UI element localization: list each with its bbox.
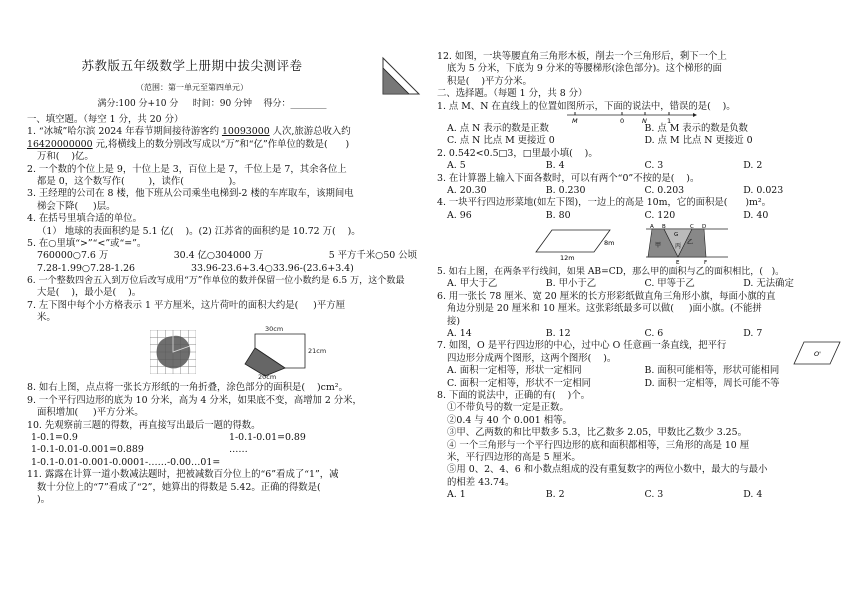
c8-question: 8. 下面的说法中，正确的有( )个。 xyxy=(437,389,591,401)
axis-label-0: 0 xyxy=(620,117,625,125)
q1-line2: 16420000000 元,将横线上的数分别改写成以“万”和“亿”作单位的数是( ) xyxy=(27,138,350,150)
c6-line1: 6. 用一张长 78 厘米、宽 20 厘米的长方形彩纸做直角三角形小旗，每面小旗的直 xyxy=(437,290,776,302)
section-fill-in-heading: 一、填空题。（每空 1 分，共 20 分） xyxy=(27,113,184,125)
svg-text:F: F xyxy=(704,260,708,265)
section-choice-heading: 二、选择题。（每题 1 分，共 8 分） xyxy=(437,88,588,100)
c1-options-row2: C. 点 N 比点 M 更接近 0 D. 点 M 比点 N 更接近 0 xyxy=(447,135,753,147)
c8-statement-4a: ④ 一个三角形与一个平行四边形的底和面积都相等，三角形的高是 10 厘 xyxy=(447,439,750,451)
svg-text:G: G xyxy=(674,232,679,239)
label-8m: 8m xyxy=(604,239,615,248)
q3-line2: 梯会下降( )层。 xyxy=(37,200,116,212)
c7-line1: 7. 如图，O 是平行四边形的中心，过中心 O 任意画一条直线，把平行 xyxy=(437,340,727,352)
c1-options-row1: A. 点 N 表示的数是正数 B. 点 M 表示的数是负数 xyxy=(447,123,748,135)
q7-line2: 米。 xyxy=(37,312,56,324)
label-30cm: 30cm xyxy=(265,325,284,334)
c2-question: 2. 0.542<0.5□3，□里最小填( )。 xyxy=(437,147,598,159)
q3-line1: 3. 王经理的公司在 8 楼，他下班从公司乘坐电梯到-2 楼的车库取车，该期间电 xyxy=(27,188,354,200)
q5-heading: 5. 在○里填“>”“<”或“=”。 xyxy=(27,237,147,249)
lotus-leaf-grid-figure xyxy=(150,330,196,374)
number-line-figure xyxy=(567,110,697,124)
page-title: 苏教版五年级数学上册期中拔尖测评卷 xyxy=(81,58,303,73)
q9-line1: 9. 一个平行四边形的底为 10 分米，高为 4 分米，如果底不变，高增加 2 分米， xyxy=(27,394,362,406)
svg-text:乙: 乙 xyxy=(687,239,694,247)
c6-options: A. 14 B. 12 C. 6 D. 7 xyxy=(447,327,763,339)
parallelogram-center-figure xyxy=(792,340,842,366)
q7-line1: 7. 左下图中每个小方格表示 1 平方厘米，这片荷叶的面积大约是( )平方厘 xyxy=(27,299,345,311)
c4-options: A. 96 B. 80 C. 120 D. 40 xyxy=(447,209,769,221)
left-column xyxy=(27,48,427,506)
q1-line1: 1. “冰城”哈尔滨 2024 年春节期间接待游客约 10093000 人次,旅游总收入约 xyxy=(27,126,351,138)
q6-line1: 6. 一个整数四舍五入到万位后改写成用“万”作单位的数并保留一位小数约是 6.5 万，这个数最 xyxy=(27,276,405,287)
c7-block xyxy=(437,340,842,365)
label-20cm: 20cm xyxy=(258,373,277,381)
svg-text:C: C xyxy=(690,224,694,231)
q1-line3: 万和( )亿。 xyxy=(37,151,94,163)
c3-options: A. 20.30 B. 0.230 C. 0.203 D. 0.023 xyxy=(447,185,784,197)
axis-label-n: N xyxy=(642,117,647,125)
svg-text:E: E xyxy=(676,260,680,265)
svg-text:丙: 丙 xyxy=(675,243,682,251)
c2-options: A. 5 B. 4 C. 3 D. 2 xyxy=(447,160,763,172)
c3-question: 3. 在计算器上输入下面各数时，可以有两个“0”不按的是( )。 xyxy=(437,172,700,184)
q12-line1: 12. 如图，一块等腰直角三角形木板，削去一个三角形后，剩下一个上 xyxy=(437,51,727,62)
axis-label-m: M xyxy=(572,117,578,125)
label-12m: 12m xyxy=(560,254,575,263)
c7-line2: 四边形分成两个图形，这两个图形( )。 xyxy=(447,352,617,364)
q4-parts: （1） 地球的表面积约是 5.1 亿( )。(2) 江苏省的面积约是 10.72 万( )。 xyxy=(37,225,361,237)
figures-row xyxy=(27,324,427,382)
q5-row1: 760000○7.6 万 30.4 亿○304000 万 5 平方千米○50 公顷 xyxy=(37,250,417,262)
c7-options-row2: C. 面积一定相等，形状不一定相同 D. 面积一定相等，周长可能不等 xyxy=(447,377,780,389)
c8-statement-1: ①不带负号的数一定是正数。 xyxy=(447,402,569,414)
label-21cm: 21cm xyxy=(308,347,327,356)
c8-statement-4b: 米，平行四边形的高是 5 厘米。 xyxy=(447,451,581,463)
q8-line: 8. 如右上图，点点将一张长方形纸的一角折叠，涂色部分的面积是( )cm²。 xyxy=(27,382,348,394)
q10-row2: 1-0.1-0.01-0.001=0.889 …… xyxy=(31,444,248,456)
q2-line1: 2. 一个数的个位上是 9，十位上是 3，百位上是 7，千位上是 7，其余各位上 xyxy=(27,163,347,175)
svg-text:D: D xyxy=(702,224,707,231)
parallelogram-field-figure xyxy=(532,226,622,262)
q4-heading: 4. 在括号里填合适的单位。 xyxy=(27,213,143,225)
q11-line1: 11. 露露在计算一道小数减法题时，把被减数百分位上的“6”看成了“1”，减 xyxy=(27,469,339,481)
svg-text:B: B xyxy=(662,224,666,231)
c8-statement-2: ②0.4 与 40 个 0.001 相等。 xyxy=(447,414,572,426)
q10-row1: 1-0.1=0.9 1-0.1-0.01=0.89 xyxy=(31,432,306,444)
svg-text:甲: 甲 xyxy=(655,242,662,250)
axis-label-1: 1 xyxy=(667,117,672,125)
folded-rectangle-figure xyxy=(235,324,335,380)
q5-row2: 7.28-1.99○7.28-1.26 33.96-23.6+3.4○33.96-(23.6+3.4) xyxy=(37,262,354,274)
c6-line3: 接) xyxy=(447,315,461,327)
page-subtitle: （范围：第一单元至第四单元） xyxy=(136,82,248,92)
c5-options: A. 甲大于乙 B. 甲小于乙 C. 甲等于乙 D. 无法确定 xyxy=(447,278,794,290)
time-limit: 时间：90 分钟 xyxy=(192,99,253,110)
parallel-lines-regions-figure xyxy=(642,222,732,264)
q12-line3: 积是( )平方分米。 xyxy=(447,75,532,87)
c4-c5-figures xyxy=(437,222,842,266)
svg-text:A: A xyxy=(650,224,654,231)
c8-statement-3: ③甲、乙两数的和比甲数多 5.3，比乙数多 2.05，甲数比乙数少 3.25。 xyxy=(447,427,747,439)
q12-line2: 底为 5 分米，下底为 9 分米的等腰梯形(涂色部分)。这个梯形的面 xyxy=(447,63,722,75)
c5-question: 5. 如右上图，在两条平行线间，如果 AB=CD，那么甲的面积与乙的面积相比，( )。 xyxy=(437,267,785,278)
score-bar xyxy=(27,99,427,111)
c1-question: 1. 点 M、N 在直线上的位置如图所示，下面的说法中，错误的是( )。 xyxy=(437,100,736,112)
c8-statement-5a: ⑤用 0、2、4、6 和小数点组成的没有重复数字的两位小数中，最大的与最小 xyxy=(447,464,768,476)
c4-question: 4. 一块平行四边形菜地(如左下图)，一边上的高是 10m，它的面积是( )m²。 xyxy=(437,197,772,209)
score-field[interactable]: 得分：________ xyxy=(263,99,327,110)
c7-options-row1: A. 面积一定相等，形状一定相同 B. 面积可能相等，形状可能相同 xyxy=(447,365,780,377)
q10-row3: 1-0.1-0.01-0.001-0.0001-……-0.00…01= xyxy=(31,456,221,468)
q10-heading: 10. 先观察前三题的得数，再直接写出最后一题的得数。 xyxy=(27,419,261,431)
c8-options: A. 1 B. 2 C. 3 D. 4 xyxy=(447,489,763,501)
c8-statement-5b: 的相差 43.74。 xyxy=(447,476,515,488)
q2-line2: 都是 0，这个数写作( )，读作( )。 xyxy=(37,175,242,187)
right-column xyxy=(437,51,842,502)
c6-line2: 角边分别是 20 厘米和 10 厘米。这张彩纸最多可以做( )面小旗。(不能拼 xyxy=(447,303,762,315)
label-o: O' xyxy=(814,350,821,359)
q9-line2: 面积增加( )平方分米。 xyxy=(37,407,144,419)
c1-options xyxy=(437,113,842,148)
q11-line2: 数十分位上的“7”看成了“2”，她算出的得数是 5.42。正确的得数是( xyxy=(37,481,321,493)
q6-line2: 大是( )，最小是( )。 xyxy=(37,287,142,299)
q11-line3: )。 xyxy=(37,494,51,506)
total-score: 满分:100 分+10 分 xyxy=(97,99,179,110)
